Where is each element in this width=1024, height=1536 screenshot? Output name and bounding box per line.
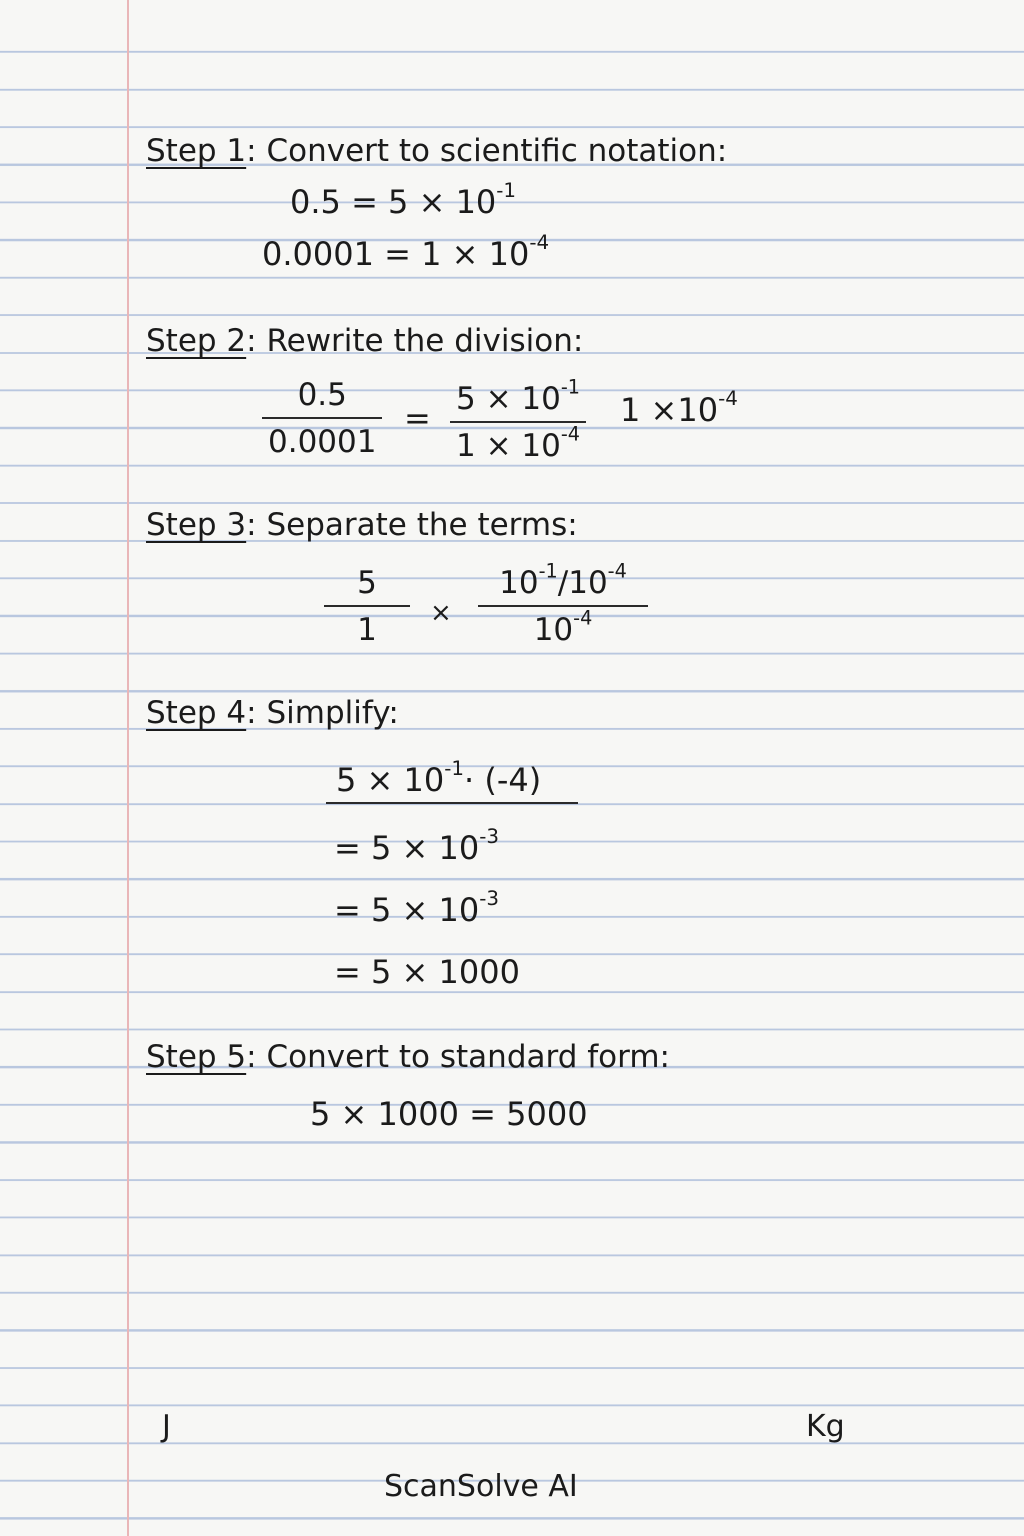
step1-label: Step 1 [146, 133, 247, 169]
step2-frac1-numerator: 0.5 [297, 377, 347, 413]
step3-heading [146, 507, 578, 543]
step2-frac2-den-exp: -4 [560, 422, 581, 446]
step2-extra-base: 1 ×10 [620, 391, 719, 429]
step2-frac2-num-exp: -1 [560, 375, 581, 399]
step4-line3-base: = 5 × 10 [334, 891, 480, 929]
step1-heading [146, 133, 728, 169]
step1-line1 [290, 179, 517, 221]
step4-line3 [334, 887, 499, 929]
margin-line [127, 0, 129, 1536]
step5-heading [146, 1039, 670, 1075]
footer-left-mark: J [162, 1409, 171, 1444]
step3-frac2-num-a: 10 [499, 565, 539, 601]
step2-heading [146, 323, 584, 359]
step1-line1-lhs: 0.5 = 5 × 10 [290, 183, 497, 221]
step3-frac1-denominator: 1 [357, 612, 377, 648]
step3-times: × [430, 598, 452, 628]
step2-fraction-scientific [450, 375, 586, 464]
step4-line1 [336, 757, 542, 799]
step2-frac2-den-base: 1 × 10 [456, 428, 561, 464]
step3-label: Step 3 [146, 507, 247, 543]
step3-frac2-num-a-exp: -1 [538, 559, 558, 583]
step1-title: : Convert to scientific notation: [246, 133, 728, 169]
step4-line2-exp: -3 [479, 825, 499, 849]
step3-frac2-den-exp: -4 [573, 606, 593, 630]
step5-label: Step 5 [146, 1039, 247, 1075]
step3-frac1-numerator: 5 [357, 565, 377, 601]
step4-line4: = 5 × 1000 [334, 953, 520, 991]
footer-brand: ScanSolve AI [384, 1469, 578, 1504]
step3-frac2-denominator [528, 607, 599, 646]
step1-line2 [262, 231, 550, 273]
step4-line3-exp: -3 [479, 887, 499, 911]
step4-line1-exp: -1 [444, 757, 465, 781]
step5-line1: 5 × 1000 = 5000 [310, 1095, 588, 1133]
step5-title: : Convert to standard form: [246, 1039, 670, 1075]
footer-right-mark: Kg [806, 1409, 845, 1444]
step4-line1-post: · (-4) [464, 761, 542, 799]
step2-label: Step 2 [146, 323, 247, 359]
step4-label: Step 4 [146, 695, 247, 731]
step3-frac2-num-sep: /10 [557, 565, 608, 601]
step2-extra-term [620, 387, 738, 429]
step4-underline [326, 802, 578, 804]
step2-frac2-denominator [450, 423, 586, 462]
step1-line2-lhs: 0.0001 = 1 × 10 [262, 235, 530, 273]
step2-frac2-num-base: 5 × 10 [456, 381, 561, 417]
step2-frac2-numerator [450, 375, 586, 421]
step1-line2-exp: -4 [529, 231, 550, 255]
step2-equals: = [404, 399, 431, 437]
step4-line2 [334, 825, 499, 867]
step2-frac1-denominator: 0.0001 [268, 424, 377, 460]
step2-title: : Rewrite the division: [246, 323, 584, 359]
step4-line1-pre: 5 × 10 [336, 761, 445, 799]
step4-line2-base: = 5 × 10 [334, 829, 480, 867]
step3-frac2-num-b-exp: -4 [607, 559, 627, 583]
step3-frac2-den-base: 10 [533, 612, 574, 648]
step4-title: : Simplify: [246, 695, 399, 731]
step2-extra-exp: -4 [718, 387, 738, 411]
step3-fraction-powers [478, 559, 648, 648]
step1-line1-exp: -1 [496, 179, 517, 203]
step4-heading [146, 695, 399, 731]
step3-frac2-numerator [493, 559, 633, 605]
step3-title: : Separate the terms: [246, 507, 578, 543]
step2-fraction-original [262, 377, 382, 460]
step3-fraction-coefficients [324, 565, 410, 648]
